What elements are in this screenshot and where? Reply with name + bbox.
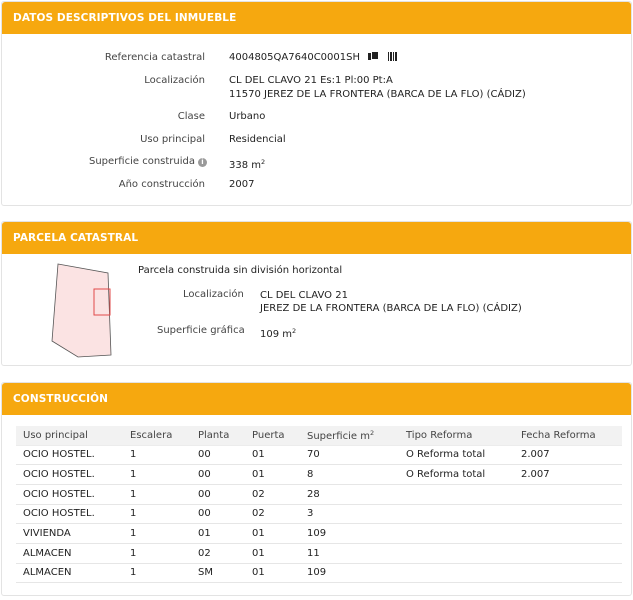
table-cell: 01 <box>245 524 300 544</box>
table-cell: 2.007 <box>514 445 622 465</box>
table-cell: 3 <box>300 504 399 524</box>
table-cell <box>514 504 622 524</box>
label-anio: Año construcción <box>118 179 205 190</box>
table-cell: ALMACEN <box>16 543 123 563</box>
table-cell: 1 <box>123 445 191 465</box>
table-row <box>16 563 622 583</box>
label-localizacion: Localización <box>144 75 205 86</box>
table-cell: 8 <box>300 465 399 485</box>
table-cell: 00 <box>191 484 245 504</box>
value-localizacion-line2: 11570 JEREZ DE LA FRONTERA (BARCA DE LA FLO) (CÁDIZ) <box>229 89 526 100</box>
table-cell: OCIO HOSTEL. <box>16 445 123 465</box>
table-cell: ALMACEN <box>16 563 123 583</box>
table-cell <box>514 484 622 504</box>
copy-icon[interactable] <box>368 51 377 61</box>
table-cell: 109 <box>300 524 399 544</box>
table-cell: OCIO HOSTEL. <box>16 504 123 524</box>
table-cell: 28 <box>300 484 399 504</box>
value-anio: 2007 <box>229 179 255 190</box>
info-icon[interactable]: i <box>198 158 207 167</box>
table-cell: VIVIENDA <box>16 524 123 544</box>
table-cell: 1 <box>123 484 191 504</box>
table-cell: OCIO HOSTEL. <box>16 465 123 485</box>
col-puerta: Puerta <box>245 426 300 445</box>
parcela-lead: Parcela construida sin división horizontal <box>138 265 343 276</box>
construccion-header: CONSTRUCCIÓN <box>2 383 631 415</box>
parcela-loc-label: Localización <box>183 289 244 300</box>
col-superficie: Superficie $m^2$ <box>300 426 399 445</box>
construccion-table <box>16 426 622 583</box>
table-cell: 2.007 <box>514 465 622 485</box>
table-cell: O Reforma total <box>399 445 514 465</box>
table-cell <box>514 563 622 583</box>
table-cell <box>399 484 514 504</box>
table-row <box>16 445 622 465</box>
col-planta: Planta <box>191 426 245 445</box>
table-row <box>16 484 622 504</box>
table-row <box>16 543 622 563</box>
table-cell: 00 <box>191 465 245 485</box>
parcela-loc-line2: JEREZ DE LA FRONTERA (BARCA DE LA FLO) (CÁDIZ) <box>260 303 522 314</box>
table-cell: 1 <box>123 563 191 583</box>
label-superficie: Superficie construida <box>89 156 195 167</box>
table-cell: 1 <box>123 524 191 544</box>
inmueble-header: DATOS DESCRIPTIVOS DEL INMUEBLE <box>2 2 631 34</box>
table-cell: OCIO HOSTEL. <box>16 484 123 504</box>
col-tipo-reforma: Tipo Reforma <box>399 426 514 445</box>
table-cell <box>399 543 514 563</box>
table-cell <box>514 543 622 563</box>
table-cell: 02 <box>245 484 300 504</box>
table-cell <box>399 524 514 544</box>
table-row <box>16 465 622 485</box>
barcode-icon[interactable] <box>388 52 398 61</box>
construccion-panel <box>1 382 632 596</box>
table-cell: 01 <box>245 543 300 563</box>
table-cell: 01 <box>245 563 300 583</box>
table-cell: 11 <box>300 543 399 563</box>
parcela-loc-line1: CL DEL CLAVO 21 <box>260 290 348 301</box>
value-clase: Urbano <box>229 111 266 122</box>
parcela-panel <box>1 221 632 366</box>
unit-sup: 2 <box>261 158 266 166</box>
parcel-outline <box>52 264 111 357</box>
table-cell: 109 <box>300 563 399 583</box>
table-cell: 1 <box>123 465 191 485</box>
table-cell: 01 <box>245 465 300 485</box>
parcela-area-sup: 2 <box>292 327 297 335</box>
table-cell: 1 <box>123 504 191 524</box>
parcel-map[interactable] <box>48 260 118 360</box>
table-cell: 01 <box>245 445 300 465</box>
table-cell: 01 <box>191 524 245 544</box>
value-localizacion-line1: CL DEL CLAVO 21 Es:1 Pl:00 Pt:A <box>229 75 393 86</box>
table-cell: 00 <box>191 445 245 465</box>
value-referencia[interactable]: 4004805QA7640C0001SH <box>229 52 360 63</box>
table-cell: 00 <box>191 504 245 524</box>
label-uso: Uso principal <box>140 134 205 145</box>
parcela-area-label: Superficie gráfica <box>157 325 245 336</box>
col-uso: Uso principal <box>16 426 123 445</box>
table-cell <box>399 563 514 583</box>
table-cell <box>399 504 514 524</box>
parcela-area-value: 109 m <box>260 329 293 340</box>
table-cell: 02 <box>191 543 245 563</box>
table-cell: 02 <box>245 504 300 524</box>
table-cell: SM <box>191 563 245 583</box>
col-escalera: Escalera <box>123 426 191 445</box>
table-cell <box>514 524 622 544</box>
value-uso: Residencial <box>229 134 286 145</box>
table-header-row <box>16 426 622 445</box>
parcela-header: PARCELA CATASTRAL <box>2 222 631 254</box>
col-fecha-reforma: Fecha Reforma <box>514 426 622 445</box>
label-referencia: Referencia catastral <box>104 52 205 63</box>
table-row <box>16 504 622 524</box>
value-superficie: 338 m <box>229 160 262 171</box>
table-cell: 70 <box>300 445 399 465</box>
table-cell: 1 <box>123 543 191 563</box>
inmueble-panel <box>1 1 632 206</box>
label-clase: Clase <box>177 111 205 122</box>
table-row <box>16 524 622 544</box>
table-cell: O Reforma total <box>399 465 514 485</box>
